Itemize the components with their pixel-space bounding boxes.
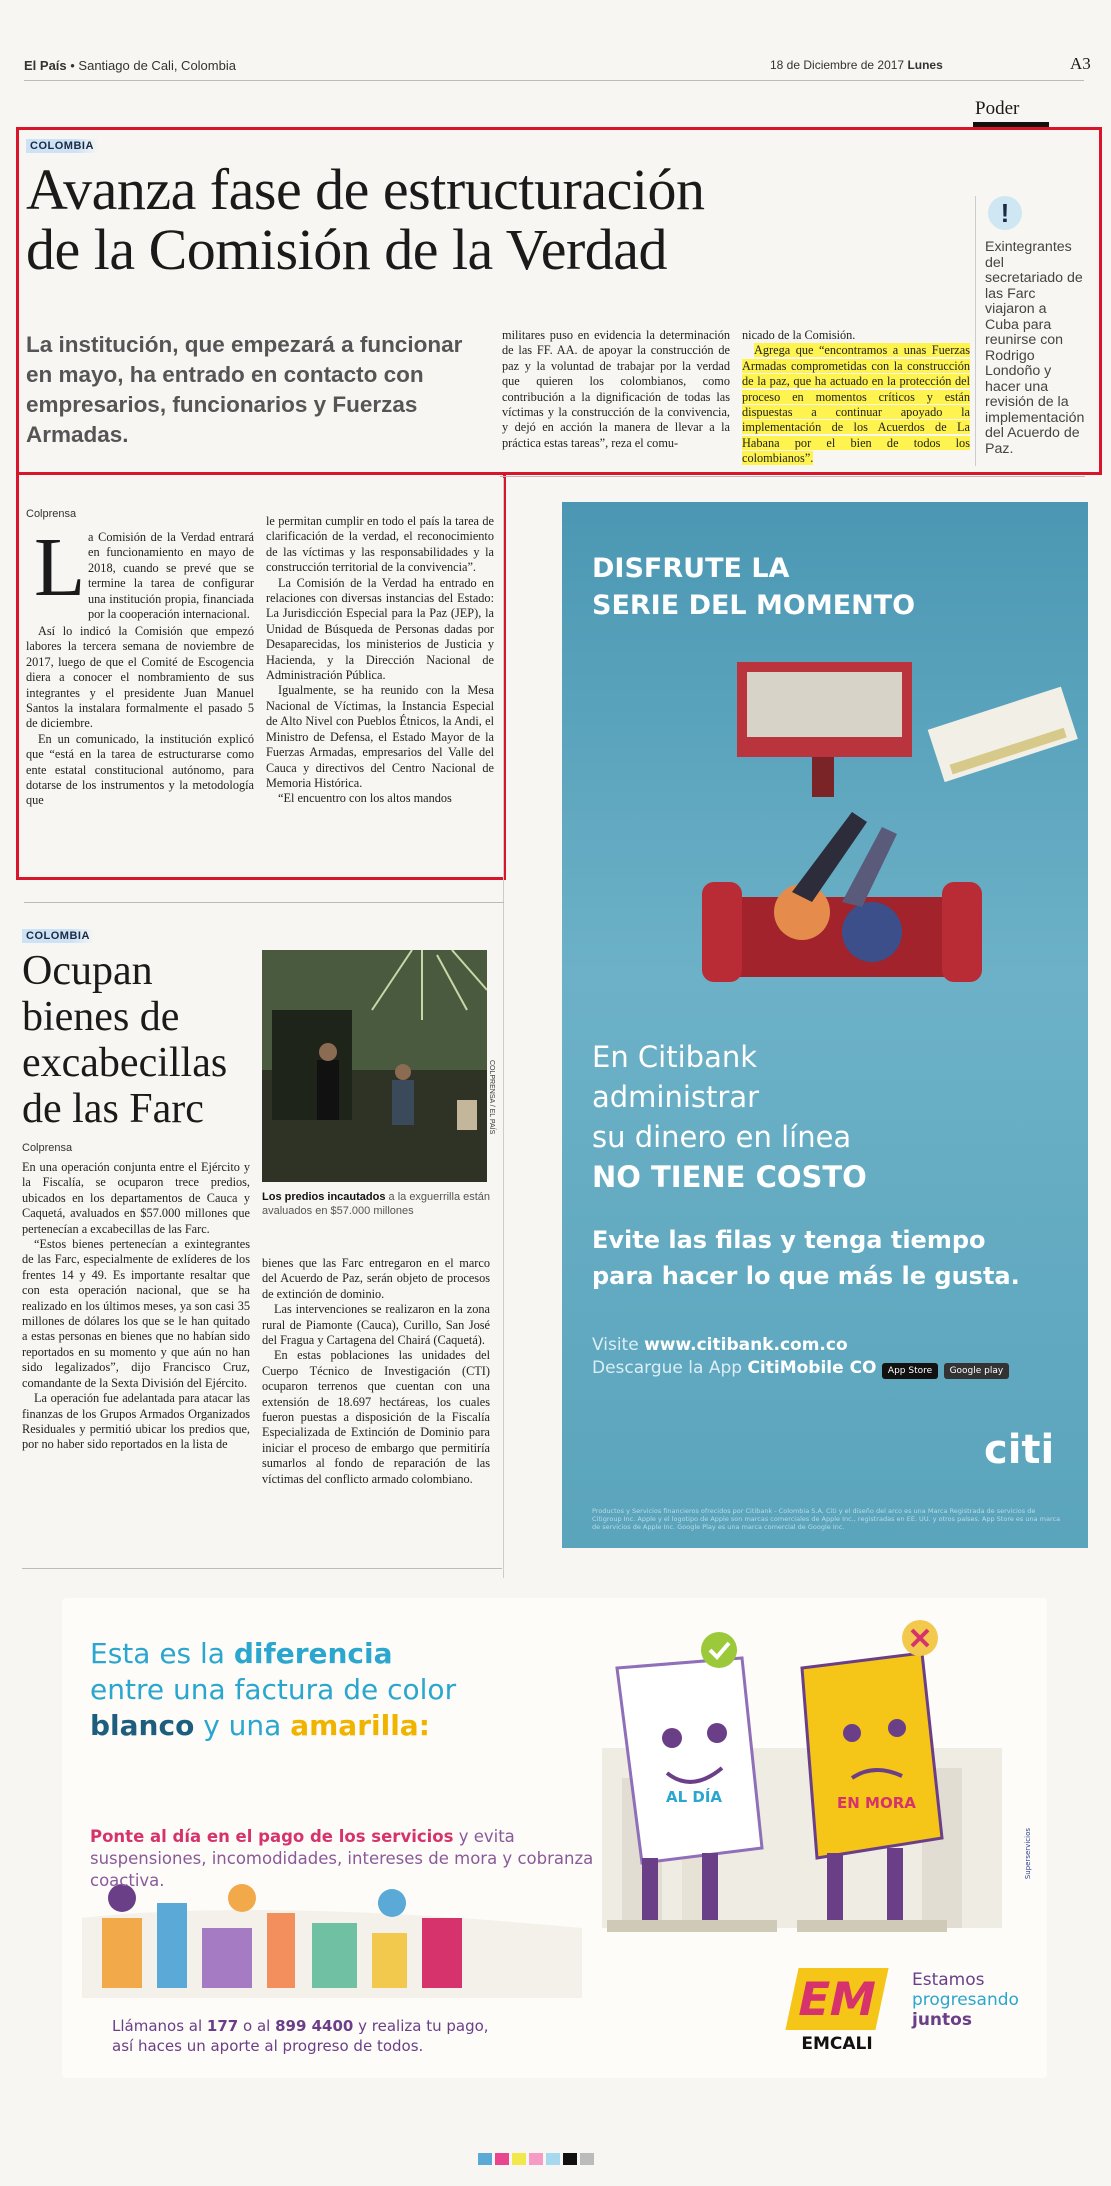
sidebar-divider [975, 196, 976, 466]
emcali-head-a: Esta es la [90, 1637, 234, 1670]
caption-bold: Los predios incautados [262, 1191, 386, 1203]
masthead-city: • Santiago de Cali, Colombia [70, 58, 236, 73]
article1-headline [26, 157, 976, 282]
citi-url-link[interactable]: www.citibank.com.co [644, 1335, 848, 1355]
paragraph: Así lo indicó la Comisión que empezó labores la tercera semana de noviembre de 2017, luego de que el Comité de Escogencia diera a conocer el nombramiento de sus integrantes y el presidente Juan Manuel Santos la instalara formalmente el pasado 5 de diciembre. [26, 624, 254, 731]
emcali-headline [90, 1636, 590, 1744]
article1-kicker-wrap [26, 134, 98, 153]
emcali-head-l2: entre una factura de color [90, 1673, 457, 1706]
paragraph: En un comunicado, la institución explicó que “está en la tarea de estructurarse como ente estatal constitucional autónomo, para dotarse de los instrumentos y la metodología que [26, 731, 254, 808]
rule [500, 476, 1085, 477]
google-play-badge[interactable]: Google play [944, 1363, 1010, 1379]
emcali-message-bold: Ponte al día en el pago de los servicios [90, 1827, 454, 1846]
emcali-ad[interactable] [62, 1598, 1047, 2078]
citi-headline-l1: DISFRUTE LA [592, 553, 790, 584]
paragraph: La Comisión de la Verdad ha entrado en relaciones con diversas instancias del Estado: La Jurisdicción Especial para la Paz (JEP), la Unidad de Búsqueda de Personas dadas por Desaparecidas, los ministerios de Justicia y Hacienda, y la Dirección Nacional de Administración Pública. [266, 575, 494, 683]
article1-byline: Colprensa [26, 508, 77, 520]
article2-bottom-rule [22, 1568, 502, 1569]
photo-caption [262, 1190, 494, 1218]
citi-body-l1: En Citibank [592, 1040, 758, 1074]
emcali-logo [792, 1968, 882, 2054]
emcali-head-and: y una [194, 1709, 291, 1742]
article2-kicker: COLOMBIA [22, 929, 94, 943]
citi-fine-print: Productos y Servicios financieros ofrecidos por Citibank - Colombia S.A. Citi y el diseño del arco es una Marca Registrada de servicios de Citigroup Inc. Apple y el logotipo de Apple son marcas comerciales de Apple Inc., registradas en EE. UU. y otros países. App Store es una marca de servicios de Apple Inc. Google Play es una marca comercial de Google Inc. [592, 1507, 1061, 1531]
emcali-head-white: blanco [90, 1709, 195, 1742]
check-icon [701, 1632, 737, 1668]
lead-text: a Comisión de la Verdad entrará en funcionamiento en mayo de 2018, cuando se prevé que se termine la tarea de configurar una institución propia, financiada por la cooperación internacional. [88, 530, 254, 622]
label-en-mora: EN MORA [837, 1794, 916, 1812]
paragraph: La operación fue adelantada para atacar las finanzas de los Grupos Armados Organizados Residuales y permitió ubicar los predios que, por no haber sido reportados en la lista de [22, 1391, 250, 1452]
headline-line-2: de la Comisión de la Verdad [26, 217, 668, 282]
paragraph: En estas poblaciones las unidades del Cuerpo Técnico de Investigación (CTI) ocuparon terrenos que cuentan con una extensión de 18.697 hectáreas, los cuales fueron puestas a disposición de la Fiscalía Especializada de Extinción de Dominio para iniciar el proceso de embargo que permitiría sumarlos al fondo de reparación de las víctimas del conflicto armado colombiano. [262, 1348, 490, 1486]
paragraph: bienes que las Farc entregaron en el marco del Acuerdo de Paz, serán objeto de procesos de extinción de dominio. [262, 1256, 490, 1301]
visit-prefix: Visite [592, 1335, 645, 1355]
paragraph: militares puso en evidencia la determinación de las FF. AA. de apoyar la construcción de paz y la voluntad de trabajar por la verdad que quieren los colombianos, como contribución a la dignificación de todas las víctimas y la construcción de la convivencia, y dejó en acción la manera de llevar a la práctica estas tareas”, reza el comu- [502, 328, 730, 450]
contact-a: Llámanos al [112, 2017, 207, 2035]
headline-line-1: Avanza fase de estructuración [26, 157, 705, 222]
paragraph: nicado de la Comisión. [742, 328, 856, 342]
article1-col4 [742, 328, 970, 467]
citi-logo: citi [984, 1427, 1055, 1473]
phone-8994400[interactable]: 899 4400 [275, 2017, 354, 2035]
column-divider [503, 478, 504, 1578]
paragraph: Igualmente, se ha reunido con la Mesa Nacional de Víctimas, la Instancia Especial de Alto Nivel con Pueblos Étnicos, la Andi, el Ministro de Defensa, el Estado Mayor de la Fuerzas Armadas, empresarios del Valle del Cauca y directivos del Centro Nacional de Memoria Histórica. [266, 683, 494, 790]
paragraph: Las intervenciones se realizaron en la zona rural de Piamonte (Cauca), Curillo, San José del Fragua y Cartagena del Chairá (Caquetá). [262, 1302, 490, 1348]
slogan-l3: juntos [912, 2010, 972, 2030]
citi-headline [592, 550, 1012, 624]
tv-screen [747, 672, 902, 737]
paper-name: El País [24, 58, 67, 73]
article1-kicker: COLOMBIA [26, 139, 98, 153]
label-al-dia: AL DÍA [666, 1788, 723, 1806]
contact-c: y realiza tu pago, [353, 2017, 489, 2035]
article1-deck: La institución, que empezará a funcionar en mayo, ha entrado en contacto con empresarios, funcionarios y Fuerzas Armadas. [26, 332, 463, 447]
article1-col2 [266, 514, 494, 807]
article2-top-rule [24, 902, 504, 903]
paragraph: En una operación conjunta entre el Ejército y la Fiscalía, se ocuparon trece predios, ubicados en los departamentos de Cauca y Caquetá, avaluados en $57.000 millones que pertenecían a excabecillas de las Farc. [22, 1160, 250, 1236]
paragraph: “El encuentro con los altos mandos [278, 791, 452, 806]
citibank-ad[interactable] [562, 502, 1088, 1548]
citi-visit [592, 1334, 1052, 1383]
paragraph: “Estos bienes pertenecían a exintegrantes de las Farc, especialmente de exlíderes de los frentes 14 y 49. Es importante resaltar que con esta operación nacional, que se ha realizado en los últimos meses, ya son casi 35 millones de dólares los que se le han quitado a estas personas en bienes que no habían sido reportados en su momento y que aún no han sido legalizados”, dijo Francisco Cruz, comandante de la Sexta División del Ejército. [22, 1237, 250, 1390]
emcali-head-yellow: amarilla: [290, 1709, 430, 1742]
app-store-badge[interactable]: App Store [882, 1363, 938, 1379]
article2-col2 [262, 1256, 490, 1487]
citi-cta [592, 1222, 1062, 1294]
contact-b: o al [238, 2017, 276, 2035]
page-number: A3 [1070, 54, 1091, 73]
caption-rest: a la exguerrilla están avaluados en $57.000 millones [262, 1191, 491, 1217]
phone-177[interactable]: 177 [206, 2017, 239, 2035]
masthead-date [770, 58, 943, 72]
date-text: 18 de Diciembre de 2017 [770, 58, 905, 72]
couch-illustration [642, 652, 1082, 1022]
citi-body-l4: NO TIENE COSTO [592, 1160, 867, 1194]
couch [712, 897, 972, 977]
citi-headline-l2: SERIE DEL MOMENTO [592, 590, 916, 621]
article1-sidebar-note: Exintegrantes del secretariado de las Farc viajaron a Cuba para reunirse con Rodrigo Londoño y hacer una revisión de la implementación del Acuerdo de Paz. [985, 239, 1085, 457]
exclamation-icon: ! [988, 196, 1022, 230]
section-label: Poder [975, 98, 1020, 119]
citi-cta-l2: para hacer lo que más le gusta. [592, 1262, 1020, 1290]
citi-body-l2: administrar [592, 1080, 760, 1114]
article2-col1 [22, 1160, 250, 1453]
paragraph: le permitan cumplir en todo el país la tarea de clarificación de la verdad, el reconocimiento de las víctimas y las responsabilidades y la construcción territorial de la convivencia”. [266, 514, 494, 575]
article2-photo [262, 950, 487, 1182]
app-name: CitiMobile CO [747, 1358, 877, 1378]
article2-kicker-wrap [22, 924, 94, 943]
citi-cta-l1: Evite las filas y tenga tiempo [592, 1226, 986, 1254]
article2-headline: Ocupan bienes de excabecillas de las Farc [22, 948, 228, 1132]
article1-col1 [26, 530, 254, 809]
superservicios-logo: Superservicios [1024, 1828, 1032, 1880]
citi-body-l3: su dinero en línea [592, 1120, 852, 1154]
masthead-rule [24, 80, 1084, 81]
emcali-slogan [912, 1970, 1019, 2030]
emcali-message-rest: y evita suspensiones, incomodidades, intereses de mora y cobranza coactiva. [90, 1827, 594, 1890]
emcali-logo-name: EMCALI [801, 2034, 873, 2054]
masthead [24, 58, 236, 73]
person-2 [842, 902, 902, 962]
app-prefix: Descargue la App [592, 1358, 748, 1378]
weekday-text: Lunes [907, 58, 943, 72]
emcali-contact [112, 2016, 632, 2056]
highlighted-quote: Agrega que “encontramos a unas Fuerzas Armadas comprometidas con la construcción de la paz, que ha actuado en la protección del proceso en momentos críticos y están dispuestas a continuar apoyado la implementación de los Acuerdos de La Habana por el bien de todos los colombianos”. [742, 343, 970, 466]
print-color-bar [478, 2150, 597, 2169]
citi-body [592, 1037, 1032, 1197]
article2-byline: Colprensa [22, 1142, 73, 1154]
emcali-head-b: diferencia [233, 1637, 393, 1670]
article1-col3 [502, 328, 730, 451]
contact-l2: así haces un aporte al progreso de todos. [112, 2037, 424, 2055]
paragraph-lead [26, 530, 254, 624]
slogan-l1: Estamos [912, 1970, 985, 1990]
dropcap: L [34, 521, 86, 614]
emcali-message [90, 1826, 630, 1892]
slogan-l2: progresando [912, 1990, 1019, 2010]
photo-credit: COLPRENSA / EL PAÍS [488, 1060, 495, 1135]
paragraph-highlighted [742, 343, 970, 466]
emcali-logo-mark: EM [785, 1968, 888, 2030]
